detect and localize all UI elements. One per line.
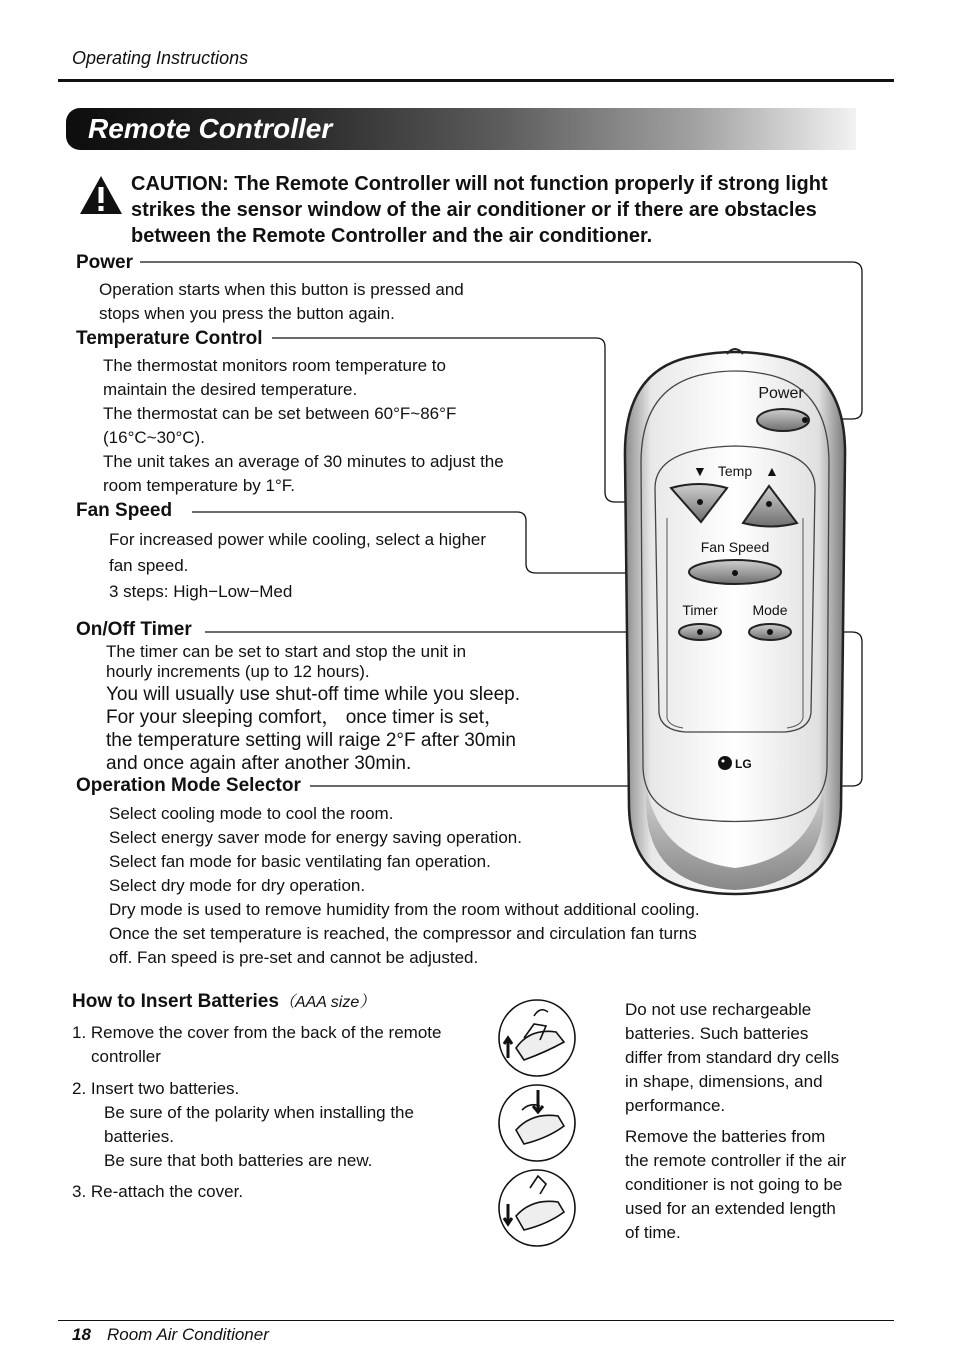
svg-text:▲: ▲ xyxy=(765,463,779,479)
mode-title: Operation Mode Selector xyxy=(76,775,301,796)
temperature-title: Temperature Control xyxy=(76,328,263,349)
battery-step-illustrations xyxy=(494,998,580,1252)
caution-text: CAUTION: The Remote Controller will not function properly if strong light strikes the sensor window of the air conditioner or if there are obstacles between the Remote Controller and the air conditioner. xyxy=(131,173,828,247)
fan-speed-label: Fan Speed xyxy=(700,539,770,555)
battery-step-1: 1. Remove the cover from the back of the remote controller xyxy=(72,1023,442,1066)
power-title: Power xyxy=(76,252,134,273)
page-number: 18 xyxy=(72,1325,91,1344)
power-button xyxy=(757,409,809,431)
mode-text: Select cooling mode to cool the room. Select energy saver mode for energy saving operation. Select fan mode for basic ventilating fan operation. Select dry mode for dry operation. Dry mode is used to remove humidity from the room without additional cooling. Once the set temperature is reached, the compressor and circulation fan turns off. Fan speed is pre-set and cannot be adjusted. xyxy=(109,804,700,967)
power-label: Power xyxy=(758,385,804,402)
running-header: Operating Instructions xyxy=(72,48,249,68)
footer-title: Room Air Conditioner xyxy=(107,1325,269,1344)
temperature-text: The thermostat monitors room temperature to maintain the desired temperature. The thermostat can be set between 60°F~86°F (16°C~30°C). The unit takes an average of 30 minutes to adjust the room temperature by 1°F. xyxy=(103,356,504,495)
timer-title: On/Off Timer xyxy=(76,619,192,640)
footer-rule xyxy=(58,1320,894,1321)
remove-batteries-note: Remove the batteries from the remote controller if the air conditioner is not going to be used for an extended length of time. xyxy=(625,1127,847,1242)
battery-size-note: （AAA size） xyxy=(278,994,376,1011)
section-title: Remote Controller xyxy=(88,113,333,144)
timer-label: Timer xyxy=(682,602,718,618)
battery-step-3: 3. Re-attach the cover. xyxy=(72,1182,244,1201)
brand-text: LG xyxy=(735,757,752,771)
temp-label: Temp xyxy=(717,463,753,479)
fan-speed-text: For increased power while cooling, select a higher fan speed. 3 steps: High−Low−Med xyxy=(109,530,487,601)
mode-label: Mode xyxy=(752,602,788,618)
fan-speed-title: Fan Speed xyxy=(76,500,173,521)
timer-text-a: The timer can be set to start and stop the unit in hourly increments (up to 12 hours). xyxy=(106,642,467,681)
svg-text:▼: ▼ xyxy=(693,463,707,479)
rechargeable-note: Do not use rechargeable batteries. Such batteries differ from standard dry cells in shape, dimensions, and performance. xyxy=(625,1000,840,1115)
timer-text-b: You will usually use shut-off time while you sleep. For your sleeping comfort， once timer is set， the temperature setting will raige 2°F after 30min and once again after another 30min. xyxy=(106,684,521,774)
batteries-title: How to Insert Batteries（AAA size） xyxy=(72,991,376,1012)
lg-logo-icon xyxy=(718,756,732,770)
power-text: Operation starts when this button is pressed and stops when you press the button again. xyxy=(99,280,464,323)
battery-step-2: 2. Insert two batteries. Be sure of the polarity when installing the batteries. Be sure that both batteries are new. xyxy=(72,1079,414,1170)
